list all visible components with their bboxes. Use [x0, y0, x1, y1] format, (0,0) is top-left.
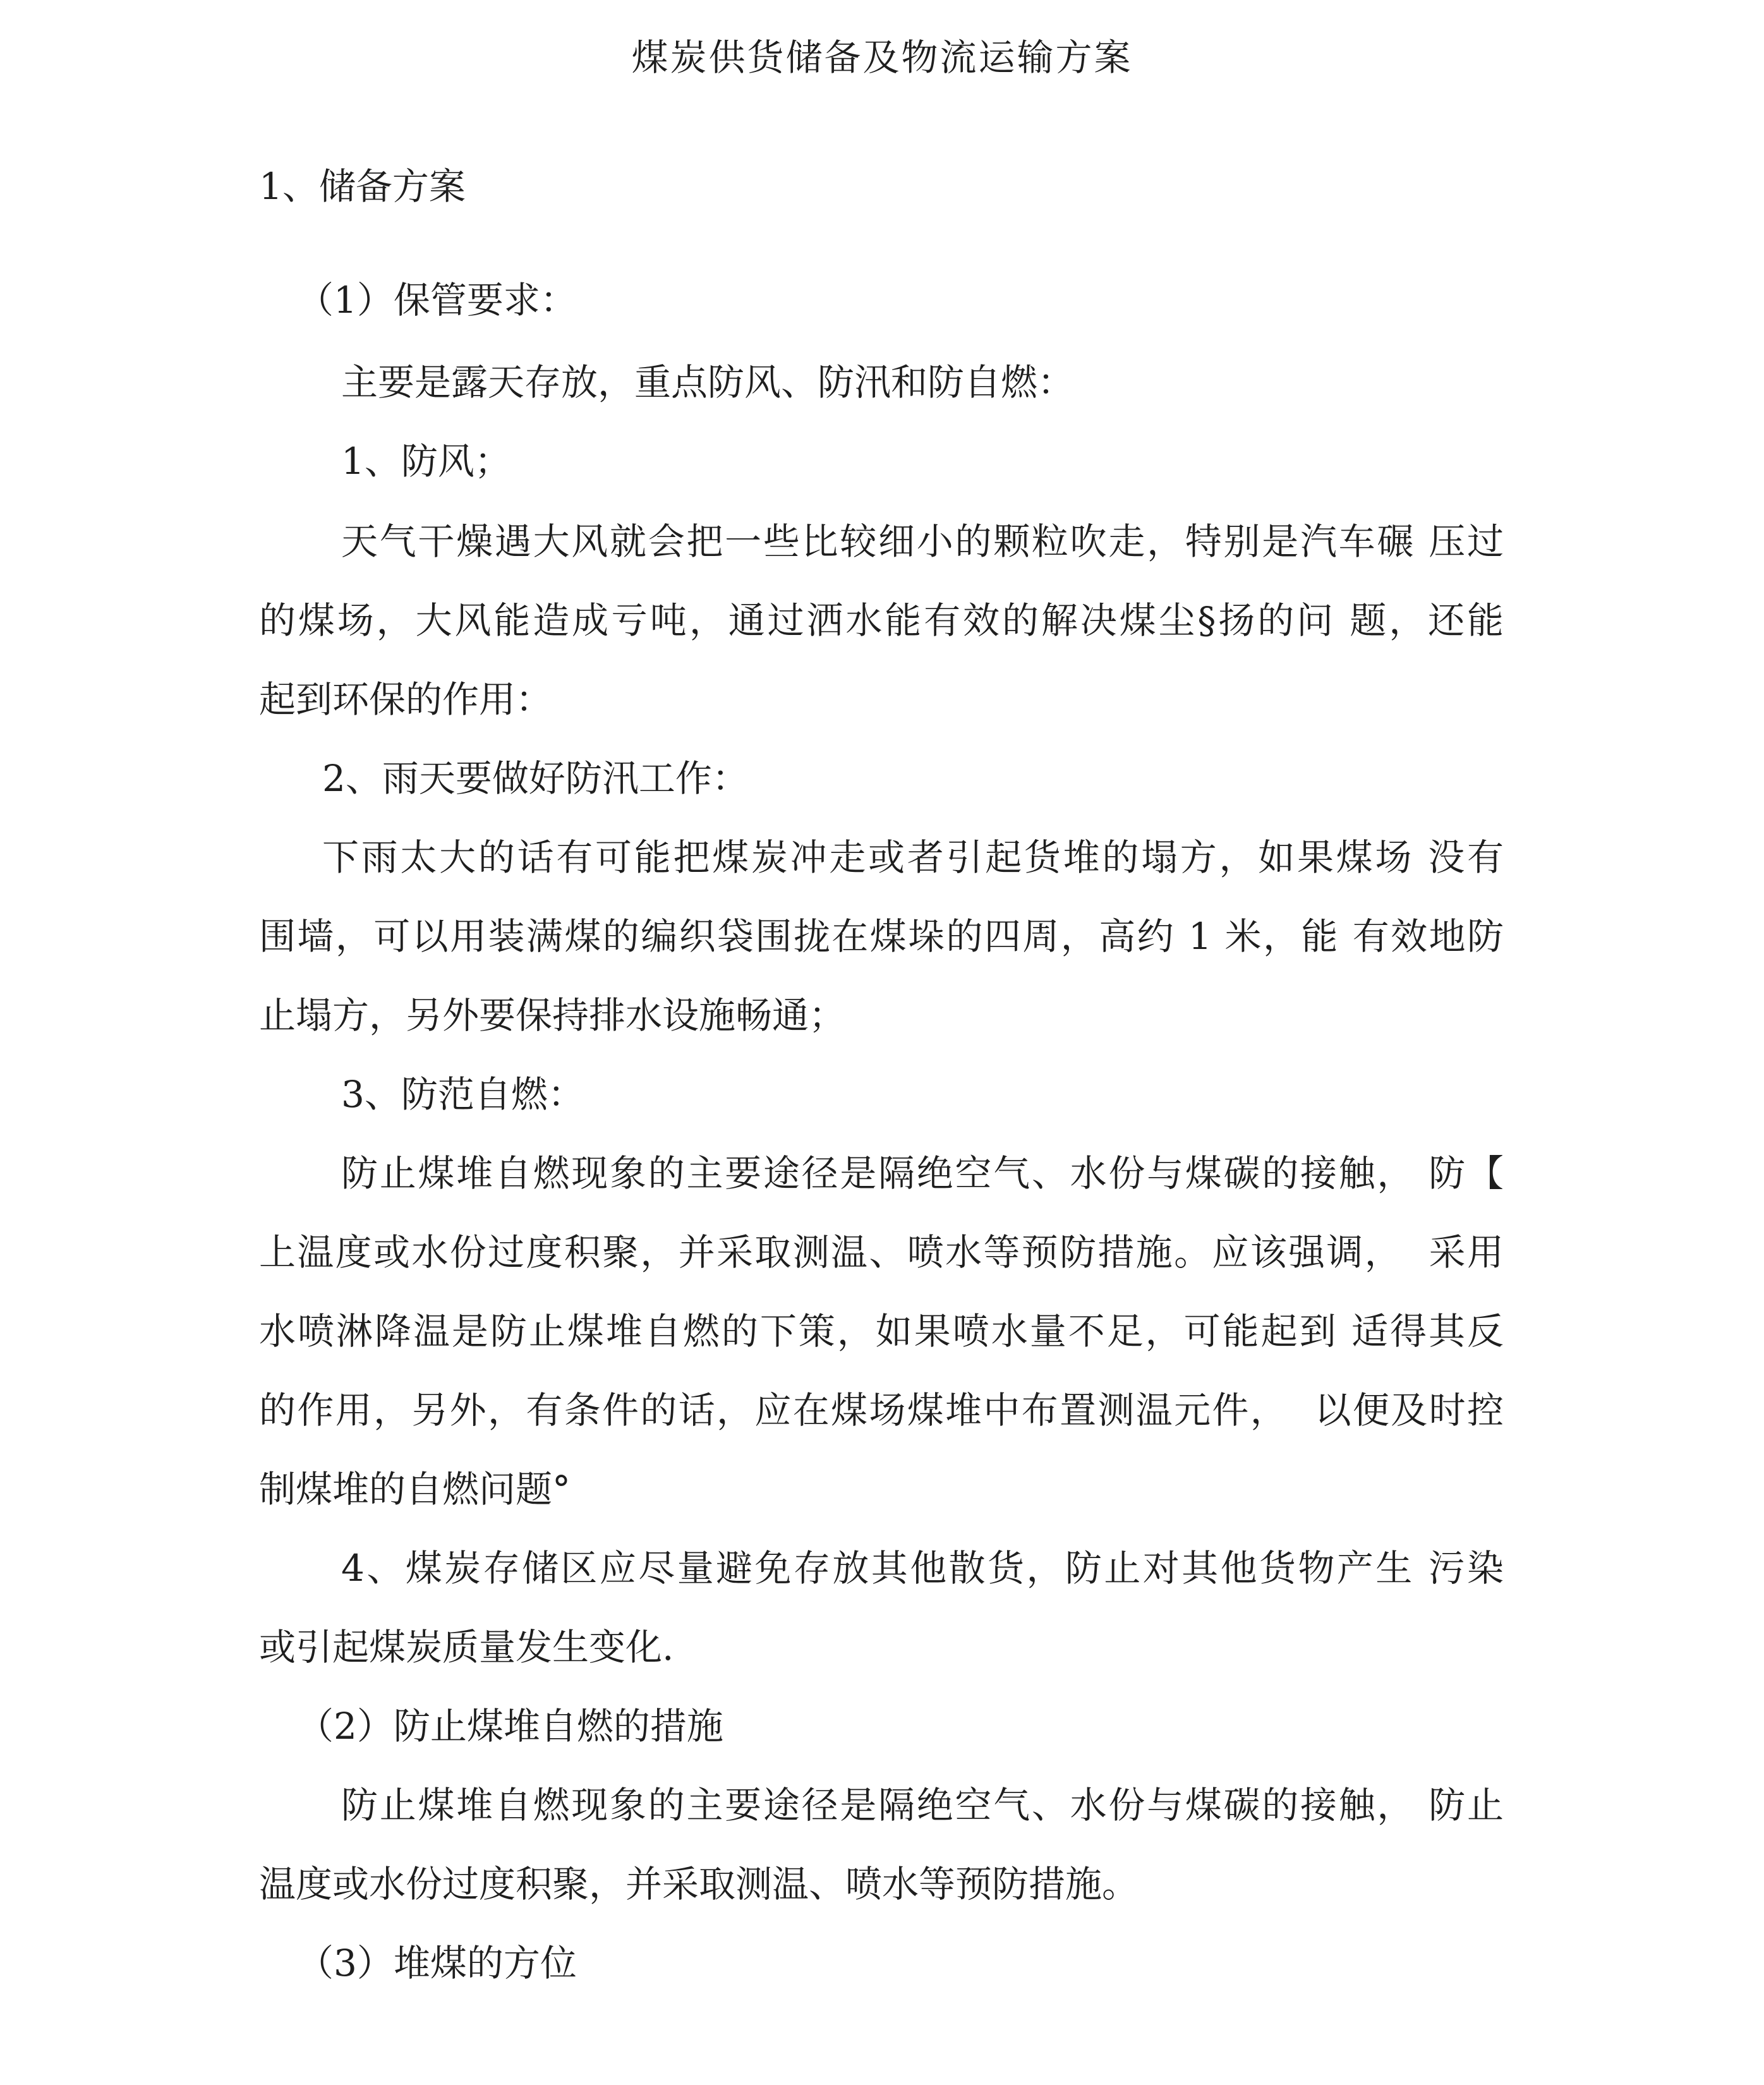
windproof-paragraph-line: 起到环保的作用：	[259, 678, 553, 721]
document-title: 煤炭供货储备及物流运输方案	[631, 36, 1133, 79]
windproof-paragraph-line: 的煤场，大风能造成亏吨，通过洒水能有效的解决煤尘§扬的问 题，还能	[259, 599, 1504, 642]
storage-area-paragraph-line: 4、煤炭存储区应尽量避免存放其他散货，防止对其他货物产生 污染	[341, 1547, 1504, 1590]
item-heading-flood-prevention: 2、雨天要做好防汛工作：	[322, 757, 749, 800]
item-heading-windproof: 1、防风；	[341, 440, 511, 483]
combustion-paragraph-line: 防止煤堆自燃现象的主要途径是隔绝空气、水份与煤碳的接触， 防【	[341, 1152, 1504, 1195]
item-heading-spontaneous-combustion: 3、防范自燃：	[341, 1073, 584, 1116]
subsection-heading-storage-requirements: （1）保管要求：	[297, 279, 577, 322]
flood-prevention-paragraph-line: 下雨太大的话有可能把煤炭冲走或者引起货堆的塌方，如果煤场 没有	[322, 836, 1504, 879]
combustion-measures-paragraph-line: 温度或水份过度积聚，并采取测温、喷水等预防措施。	[259, 1863, 1139, 1906]
windproof-paragraph-line: 天气干燥遇大风就会把一些比较细小的颗粒吹走，特别是汽车碾 压过	[341, 520, 1504, 563]
subsection-heading-pile-orientation: （3）堆煤的方位	[297, 1942, 577, 1985]
combustion-paragraph-line: 制煤堆的自燃问题°	[259, 1468, 571, 1511]
section-heading-reserve-plan: 1、储备方案	[259, 165, 466, 208]
combustion-paragraph-line: 上温度或水份过度积聚，并采取测温、喷水等预防措施。应该强调， 采用	[259, 1231, 1504, 1274]
combustion-paragraph-line: 的作用，另外，有条件的话，应在煤场煤堆中布置测温元件， 以便及时控	[259, 1389, 1504, 1432]
storage-intro-paragraph: 主要是露天存放，重点防风、防汛和防自燃：	[341, 361, 1075, 404]
combustion-measures-paragraph-line: 防止煤堆自燃现象的主要途径是隔绝空气、水份与煤碳的接触， 防止	[341, 1784, 1504, 1827]
storage-area-paragraph-line: 或引起煤炭质量发生变化.	[259, 1626, 674, 1669]
subsection-heading-combustion-measures: （2）防止煤堆自燃的措施	[297, 1705, 723, 1748]
flood-prevention-paragraph-line: 止塌方，另外要保持排水设施畅通；	[259, 994, 846, 1037]
flood-prevention-paragraph-line: 围墙，可以用装满煤的编织袋围拢在煤垛的四周，高约 1 米，能 有效地防	[259, 915, 1504, 958]
combustion-paragraph-line: 水喷淋降温是防止煤堆自燃的下策，如果喷水量不足，可能起到 适得其反	[259, 1310, 1504, 1353]
